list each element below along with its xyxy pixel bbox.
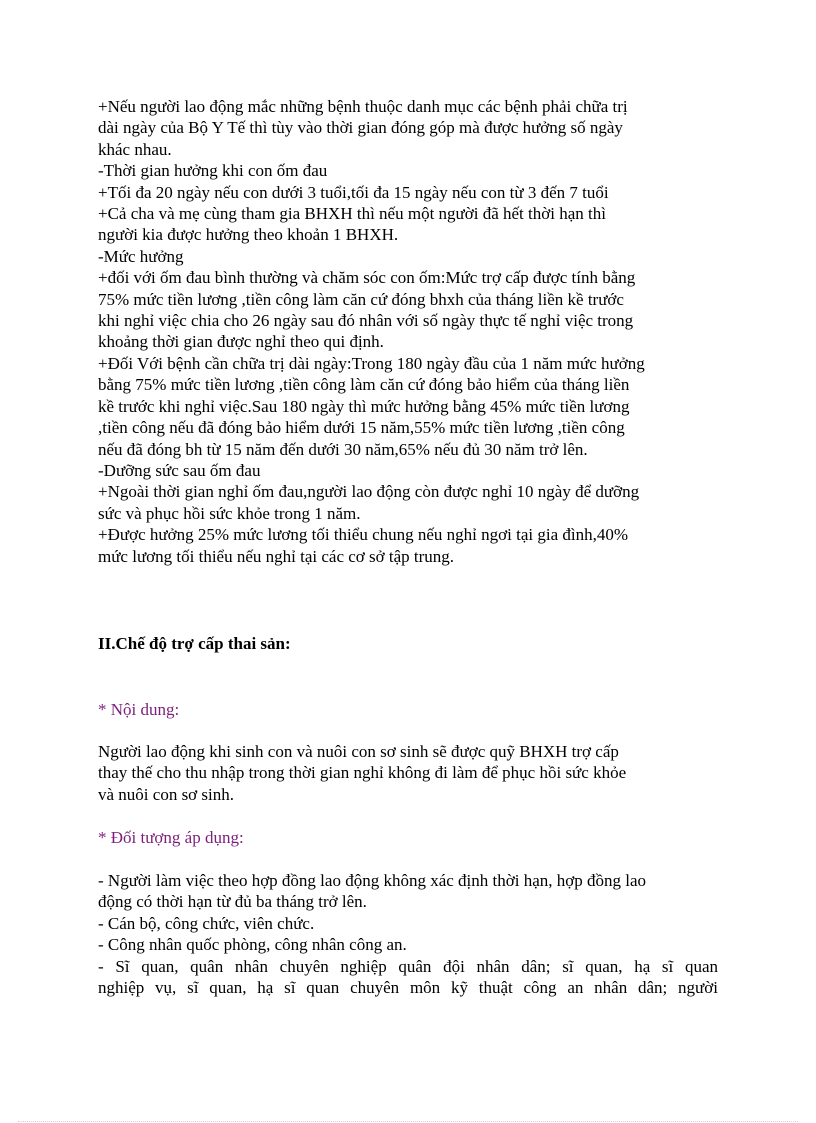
text-line: người kia được hưởng theo khoản 1 BHXH. <box>98 225 399 245</box>
subject-body <box>98 870 718 998</box>
text-line: - Người làm việc theo hợp đồng lao động không xác định thời hạn, hợp đồng lao <box>98 871 647 890</box>
section2-heading-wrap <box>98 633 718 655</box>
text-line: -Dưỡng sức sau ốm đau <box>98 460 261 480</box>
section1-body <box>98 96 718 567</box>
text-line: khác nhau. <box>98 139 172 159</box>
text-line: -Thời gian hưởng khi con ốm đau <box>98 161 328 181</box>
text-line: Người lao động khi sinh con và nuôi con sơ sinh sẽ được quỹ BHXH trợ cấp <box>98 742 619 761</box>
text-line: kề trước khi nghỉ việc.Sau 180 ngày thì mức hưởng bằng 45% mức tiền lương <box>98 396 630 416</box>
subject-label-wrap <box>98 827 718 848</box>
text-line: động có thời hạn từ đủ ba tháng trở lên. <box>98 892 367 912</box>
text-line: mức lương tối thiểu nếu nghỉ tại các cơ sở tập trung. <box>98 546 455 566</box>
text-line: +Cả cha và mẹ cùng tham gia BHXH thì nếu một người đã hết thời hạn thì <box>98 204 606 224</box>
text-line: thay thế cho thu nhập trong thời gian nghỉ không đi làm để phục hồi sức khỏe <box>98 763 627 783</box>
text-line: - Cán bộ, công chức, viên chức. <box>98 913 315 933</box>
section-heading: II.Chế độ trợ cấp thai sản: <box>98 634 291 653</box>
text-line: +Ngoài thời gian nghỉ ốm đau,người lao động còn được nghỉ 10 ngày để dưỡng <box>98 482 640 502</box>
text-line: - Sĩ quan, quân nhân chuyên nghiệp quân đội nhân dân; sĩ quan, hạ sĩ quan <box>98 956 718 976</box>
page-bottom-rule <box>18 1121 798 1122</box>
text-line: +Đối Với bệnh cần chữa trị dài ngày:Trong 180 ngày đầu của 1 năm mức hưởng <box>98 353 645 373</box>
text-line: -Mức hưởng <box>98 246 184 266</box>
text-line: khi nghỉ việc chia cho 26 ngày sau đó nhân với số ngày thực tế nghỉ việc trong <box>98 311 634 331</box>
text-line: sức và phục hồi sức khỏe trong 1 năm. <box>98 503 361 523</box>
text-line: và nuôi con sơ sinh. <box>98 784 235 804</box>
text-line: +Nếu người lao động mắc những bệnh thuộc danh mục các bệnh phải chữa trị <box>98 97 628 116</box>
text-line: nghiệp vụ, sĩ quan, hạ sĩ quan chuyên môn kỹ thuật công an nhân dân; người <box>98 978 718 998</box>
content-body <box>98 741 718 805</box>
subject-label: * Đối tượng áp dụng: <box>98 828 244 847</box>
text-line: khoảng thời gian được nghỉ theo qui định. <box>98 332 384 352</box>
text-line: ,tiền công nếu đã đóng bảo hiểm dưới 15 năm,55% mức tiền lương ,tiền công <box>98 418 625 438</box>
text-line: - Công nhân quốc phòng, công nhân công an. <box>98 935 407 955</box>
text-line: +Tối đa 20 ngày nếu con dưới 3 tuổi,tối đa 15 ngày nếu con từ 3 đến 7 tuổi <box>98 182 609 202</box>
text-line: dài ngày của Bộ Y Tế thì tùy vào thời gian đóng góp mà được hưởng số ngày <box>98 118 623 138</box>
text-line: +Được hưởng 25% mức lương tối thiểu chung nếu nghỉ ngơi tại gia đình,40% <box>98 525 628 545</box>
content-label-wrap <box>98 699 718 720</box>
text-line: +đối với ốm đau bình thường và chăm sóc con ốm:Mức trợ cấp được tính bằng <box>98 268 636 288</box>
text-line: 75% mức tiền lương ,tiền công làm căn cứ đóng bhxh của tháng liền kề trước <box>98 289 624 309</box>
text-line: bằng 75% mức tiền lương ,tiền công làm căn cứ đóng bảo hiểm của tháng liền <box>98 375 630 395</box>
content-label: * Nội dung: <box>98 700 180 719</box>
text-line: nếu đã đóng bh từ 15 năm đến dưới 30 năm,65% nếu đủ 30 năm trở lên. <box>98 439 588 459</box>
